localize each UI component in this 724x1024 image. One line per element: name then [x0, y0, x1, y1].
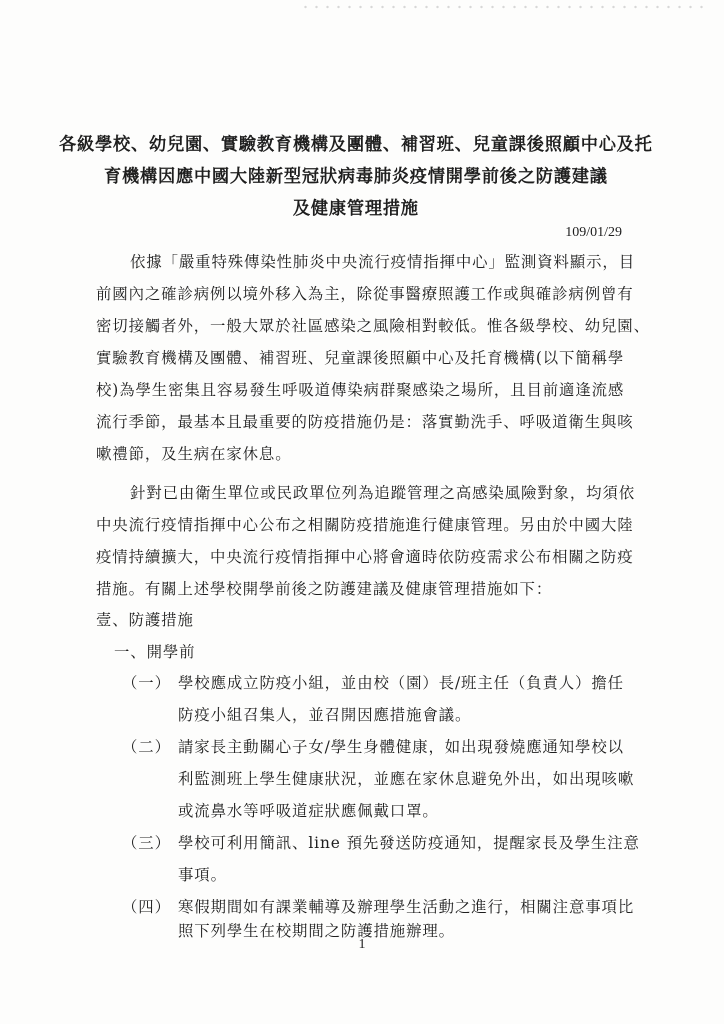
paragraph-1-line: 流行季節，最基本且最重要的防疫措施仍是：落實勤洗手、呼吸道衛生與咳	[96, 413, 634, 431]
paragraph-2-line: 疫情持續擴大，中央流行疫情指揮中心將會適時依防疫需求公布相關之防疫	[96, 548, 634, 566]
subsection-heading: 一、開學前	[114, 643, 196, 661]
scan-artifact	[300, 4, 710, 10]
paragraph-1-line: 實驗教育機構及團體、補習班、兒童課後照顧中心及托育機構(以下簡稱學	[96, 349, 625, 367]
list-item-marker: （一）	[122, 674, 171, 692]
document-title-line-2: 育機構因應中國大陸新型冠狀病毒肺炎疫情開學前後之防護建議	[103, 167, 608, 187]
document-title-line-3: 及健康管理措施	[292, 199, 419, 219]
list-item-line: 寒假期間如有課業輔導及辦理學生活動之進行，相關注意事項比	[178, 898, 635, 916]
paragraph-1-line: 校)為學生密集且容易發生呼吸道傳染病群聚感染之場所，且目前適逢流感	[96, 381, 625, 399]
list-item-line: 學校可利用簡訊、line 預先發送防疫通知，提醒家長及學生注意	[178, 834, 640, 852]
paragraph-2-line: 措施。有關上述學校開學前後之防護建議及健康管理措施如下：	[96, 580, 553, 598]
paragraph-1-line: 密切接觸者外，一般大眾於社區感染之風險相對較低。惟各級學校、幼兒園、	[96, 317, 650, 335]
paragraph-2-line: 中央流行疫情指揮中心公布之相關防疫措施進行健康管理。另由於中國大陸	[96, 516, 634, 534]
list-item-marker: （二）	[122, 738, 171, 756]
document-date: 109/01/29	[565, 225, 622, 240]
paragraph-2-line: 針對已由衛生單位或民政單位列為追蹤管理之高感染風險對象，均須依	[130, 484, 636, 502]
paragraph-1-line: 嗽禮節，及生病在家休息。	[96, 445, 292, 463]
list-item-line: 學校應成立防疫小組，並由校（園）長/班主任（負責人）擔任	[178, 674, 624, 692]
list-item-line: 防疫小組召集人，並召開因應措施會議。	[178, 706, 472, 724]
list-item-line: 照下列學生在校期間之防護措施辦理。	[178, 922, 455, 940]
list-item-line: 事項。	[178, 866, 227, 884]
page-number: 1	[358, 937, 366, 952]
list-item-line: 利監測班上學生健康狀況，並應在家休息避免外出，如出現咳嗽	[178, 770, 635, 788]
paragraph-1-line: 依據「嚴重特殊傳染性肺炎中央流行疫情指揮中心」監測資料顯示，目	[130, 253, 636, 271]
list-item-line: 請家長主動關心子女/學生身體健康，如出現發燒應通知學校以	[178, 738, 624, 756]
list-item-marker: （三）	[122, 834, 171, 852]
list-item-marker: （四）	[122, 898, 171, 916]
paragraph-1-line: 前國內之確診病例以境外移入為主，除從事醫療照護工作或與確診病例曾有	[96, 285, 634, 303]
document-title-line-1: 各級學校、幼兒園、實驗教育機構及團體、補習班、兒童課後照顧中心及托	[59, 135, 653, 155]
list-item-line: 或流鼻水等呼吸道症狀應佩戴口罩。	[178, 802, 439, 820]
section-heading: 壹、防護措施	[96, 611, 194, 629]
